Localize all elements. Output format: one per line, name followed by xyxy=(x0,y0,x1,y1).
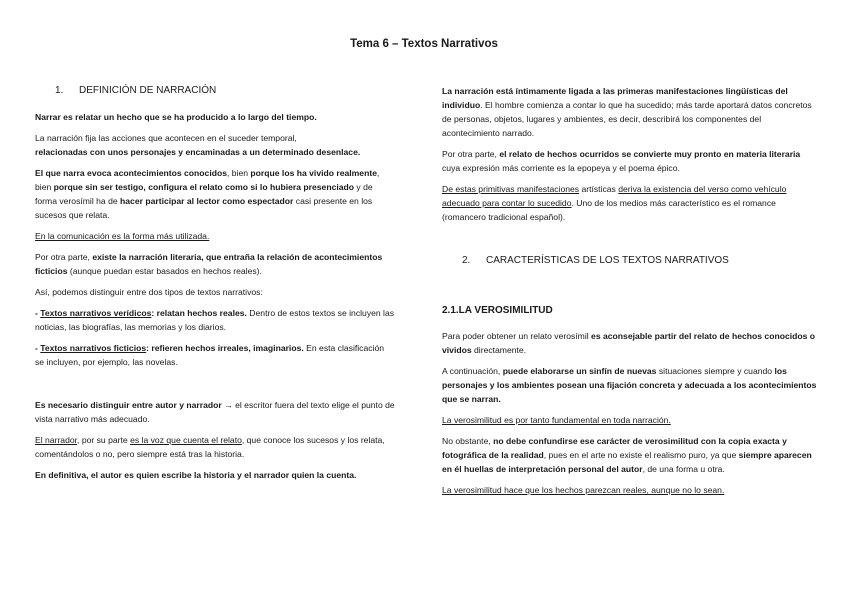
paragraph: La verosimilitud hace que los hechos parezcan reales, aunque no lo sean. xyxy=(442,485,725,495)
paragraph: El narrador, por su parte es la voz que cuenta el relato, que conoce los sucesos y los relata, comentándolos o no, pero siempre está tras la historia. xyxy=(35,435,385,459)
paragraph: En definitiva, el autor es quien escribe la historia y el narrador quien la cuenta. xyxy=(35,470,357,480)
paragraph: A continuación, puede elaborarse un sinfín de nuevas situaciones siempre y cuando los personajes y los ambientes posean una fijación concreta y adecuada a los acontecimientos que se narran. xyxy=(442,366,817,404)
paragraph: Por otra parte, existe la narración literaria, que entraña la relación de acontecimientos ficticios (aunque puedan estar basados en hechos reales). xyxy=(35,252,383,276)
section-number: 2. xyxy=(462,255,471,266)
paragraph: La narración fija las acciones que acontecen en el suceder temporal, relacionadas con unos personajes y encaminadas a un determinado desenlace. xyxy=(35,133,361,157)
list-item: - Textos narrativos verídicos: relatan hechos reales. Dentro de estos textos se incluyen las noticias, las biografías, las memorias y los diarios. xyxy=(35,308,395,332)
left-column xyxy=(35,84,395,489)
paragraph: En la comunicación es la forma más utilizada. xyxy=(35,231,210,241)
section-number: 1. xyxy=(55,85,64,96)
paragraph: Para poder obtener un relato verosímil es aconsejable partir del relato de hechos conocidos o vividos directamente. xyxy=(442,331,816,355)
paragraph: La verosimilitud es por tanto fundamental en toda narración. xyxy=(442,415,671,425)
subsection-heading: 2.1.LA VEROSIMILITUD xyxy=(442,305,553,316)
right-column xyxy=(442,84,817,504)
document-title: Tema 6 – Textos Narrativos xyxy=(350,38,498,50)
arrow-right-icon: → xyxy=(221,400,236,410)
section-heading-1 xyxy=(35,84,395,98)
paragraph: El que narra evoca acontecimientos conocidos, bien porque los ha vivido realmente, bien porque sin ser testigo, configura el relato como si lo hubiera presenciado y de forma verosímil ha de hacer participar al lector como espectador casi presente en los sucesos que relata. xyxy=(35,168,380,220)
paragraph: La narración está íntimamente ligada a las primeras manifestaciones lingüísticas del individuo. El hombre comienza a contar lo que ha sucedido; más tarde aportará datos concretos de personas, objetos, lugares y ambientes, es decir, describirá los componentes del acontecimiento narrado. xyxy=(442,86,812,138)
section-heading-2 xyxy=(442,254,817,268)
paragraph: Así, podemos distinguir entre dos tipos de textos narrativos: xyxy=(35,287,263,297)
list-item: - Textos narrativos ficticios: refieren hechos irreales, imaginarios. En esta clasificación se incluyen, por ejemplo, las novelas. xyxy=(35,343,384,367)
paragraph: Es necesario distinguir entre autor y narrador → el escritor fuera del texto elige el punto de vista narrativo más adecuado. xyxy=(35,400,395,424)
section-title: CARACTERÍSTICAS DE LOS TEXTOS NARRATIVOS xyxy=(486,255,729,266)
paragraph: Narrar es relatar un hecho que se ha producido a lo largo del tiempo. xyxy=(35,112,317,122)
paragraph: De estas primitivas manifestaciones artísticas deriva la existencia del verso como vehículo adecuado para contar lo sucedido. Uno de los medios más característico es el romance (romancero tradicional español). xyxy=(442,184,787,222)
section-title: DEFINICIÓN DE NARRACIÓN xyxy=(79,85,217,96)
paragraph: No obstante, no debe confundirse ese carácter de verosimilitud con la copia exacta y fotográfica de la realidad, pues en el arte no existe el realismo puro, ya que siempre aparecen en él huellas de interpretación personal del autor, de una forma u otra. xyxy=(442,436,812,474)
paragraph: Por otra parte, el relato de hechos ocurridos se convierte muy pronto en materia literaria cuya expresión más corriente es la epopeya y el poema épico. xyxy=(442,149,801,173)
